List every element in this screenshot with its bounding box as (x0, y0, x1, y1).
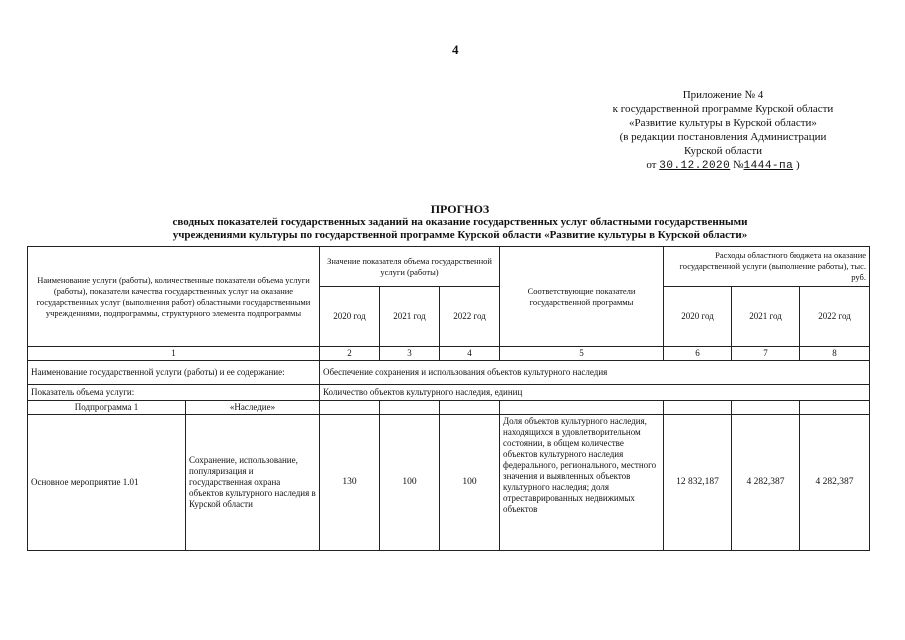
header-volume-2021: 2021 год (380, 287, 440, 347)
document-title (20, 203, 900, 242)
appendix-line-3: «Развитие культуры в Курской области» (629, 117, 817, 129)
header-volume-group: Значение показателя объема государственной услуги (работы) (320, 247, 500, 287)
column-number-4: 4 (440, 347, 500, 361)
from-label: от (646, 159, 657, 171)
column-number-2: 2 (320, 347, 380, 361)
header-volume-2020: 2020 год (320, 287, 380, 347)
title-line-2: сводных показателей государственных заданий на оказание государственных услуг областными государственными (172, 216, 748, 228)
service-name-value: Обеспечение сохранения и использования объектов культурного наследия (320, 361, 870, 385)
appendix-line-1: Приложение № 4 (682, 89, 764, 101)
service-name-label: Наименование государственной услуги (работы) и ее содержание: (28, 361, 320, 385)
volume-2021-value: 100 (380, 415, 440, 551)
appendix-date-line (583, 158, 863, 173)
forecast-table (27, 246, 870, 551)
empty-cell (440, 401, 500, 415)
title-line-3: учреждениями культуры по государственной программе Курской области «Развитие культуры в Курской области» (172, 229, 748, 241)
appendix-line-4: (в редакции постановления Администрации (619, 131, 827, 143)
appendix-line-2: к государственной программе Курской области (612, 103, 834, 115)
empty-cell (320, 401, 380, 415)
header-volume-2022: 2022 год (440, 287, 500, 347)
subprogram-name: «Наследие» (186, 401, 320, 415)
expense-2020-value: 12 832,187 (664, 415, 732, 551)
volume-2020-value: 130 (320, 415, 380, 551)
appendix-line-5: Курской области (683, 145, 763, 157)
appendix-block (583, 88, 863, 173)
empty-cell (664, 401, 732, 415)
volume-indicator-value: Количество объектов культурного наследия, единиц (320, 385, 870, 401)
header-expense-2022: 2022 год (800, 287, 870, 347)
table-row (28, 415, 870, 551)
page-number: 4 (452, 42, 459, 57)
column-number-3: 3 (380, 347, 440, 361)
volume-indicator-label: Показатель объема услуги: (28, 385, 320, 401)
measure-description: Сохранение, использование, популяризация и государственная охрана объектов культурного наследия в Курской области (186, 415, 320, 551)
empty-cell (800, 401, 870, 415)
close-paren: ) (795, 159, 800, 171)
measure-name: Основное мероприятие 1.01 (28, 415, 186, 551)
corresponding-indicators-text: Доля объектов культурного наследия, находящихся в удовлетворительном состоянии, в общем количестве объектов культурного наследия федерального, регионального, местного значения и выявленных объектов культурного наследия; доля отреставрированных недвижимых объектов (500, 415, 664, 551)
column-number-5: 5 (500, 347, 664, 361)
empty-cell (732, 401, 800, 415)
header-service-name: Наименование услуги (работы), количественные показатели объема услуги (работы), показатели качества государственных услуг на оказание государственных услуг (выполнения работ) областными государственными учреждениями, подпрограммы, структурного элемента подпрограммы (28, 247, 320, 347)
empty-cell (500, 401, 664, 415)
expense-2021-value: 4 282,387 (732, 415, 800, 551)
resolution-date: 30.12.2020 (659, 160, 731, 172)
column-number-1: 1 (28, 347, 320, 361)
number-label: № (733, 159, 744, 171)
header-corresponding-indicators: Соответствующие показатели государственной программы (500, 247, 664, 347)
column-number-7: 7 (732, 347, 800, 361)
empty-cell (380, 401, 440, 415)
expense-2022-value: 4 282,387 (800, 415, 870, 551)
header-expense-2020: 2020 год (664, 287, 732, 347)
header-expenses-group: Расходы областного бюджета на оказание государственной услуги (выполнение работы), тыс. руб. (664, 247, 870, 287)
column-number-8: 8 (800, 347, 870, 361)
header-expense-2021: 2021 год (732, 287, 800, 347)
subprogram-label: Подпрограмма 1 (28, 401, 186, 415)
column-number-6: 6 (664, 347, 732, 361)
title-line-1: ПРОГНОЗ (430, 202, 490, 216)
resolution-number: 1444-па (743, 160, 794, 172)
volume-2022-value: 100 (440, 415, 500, 551)
